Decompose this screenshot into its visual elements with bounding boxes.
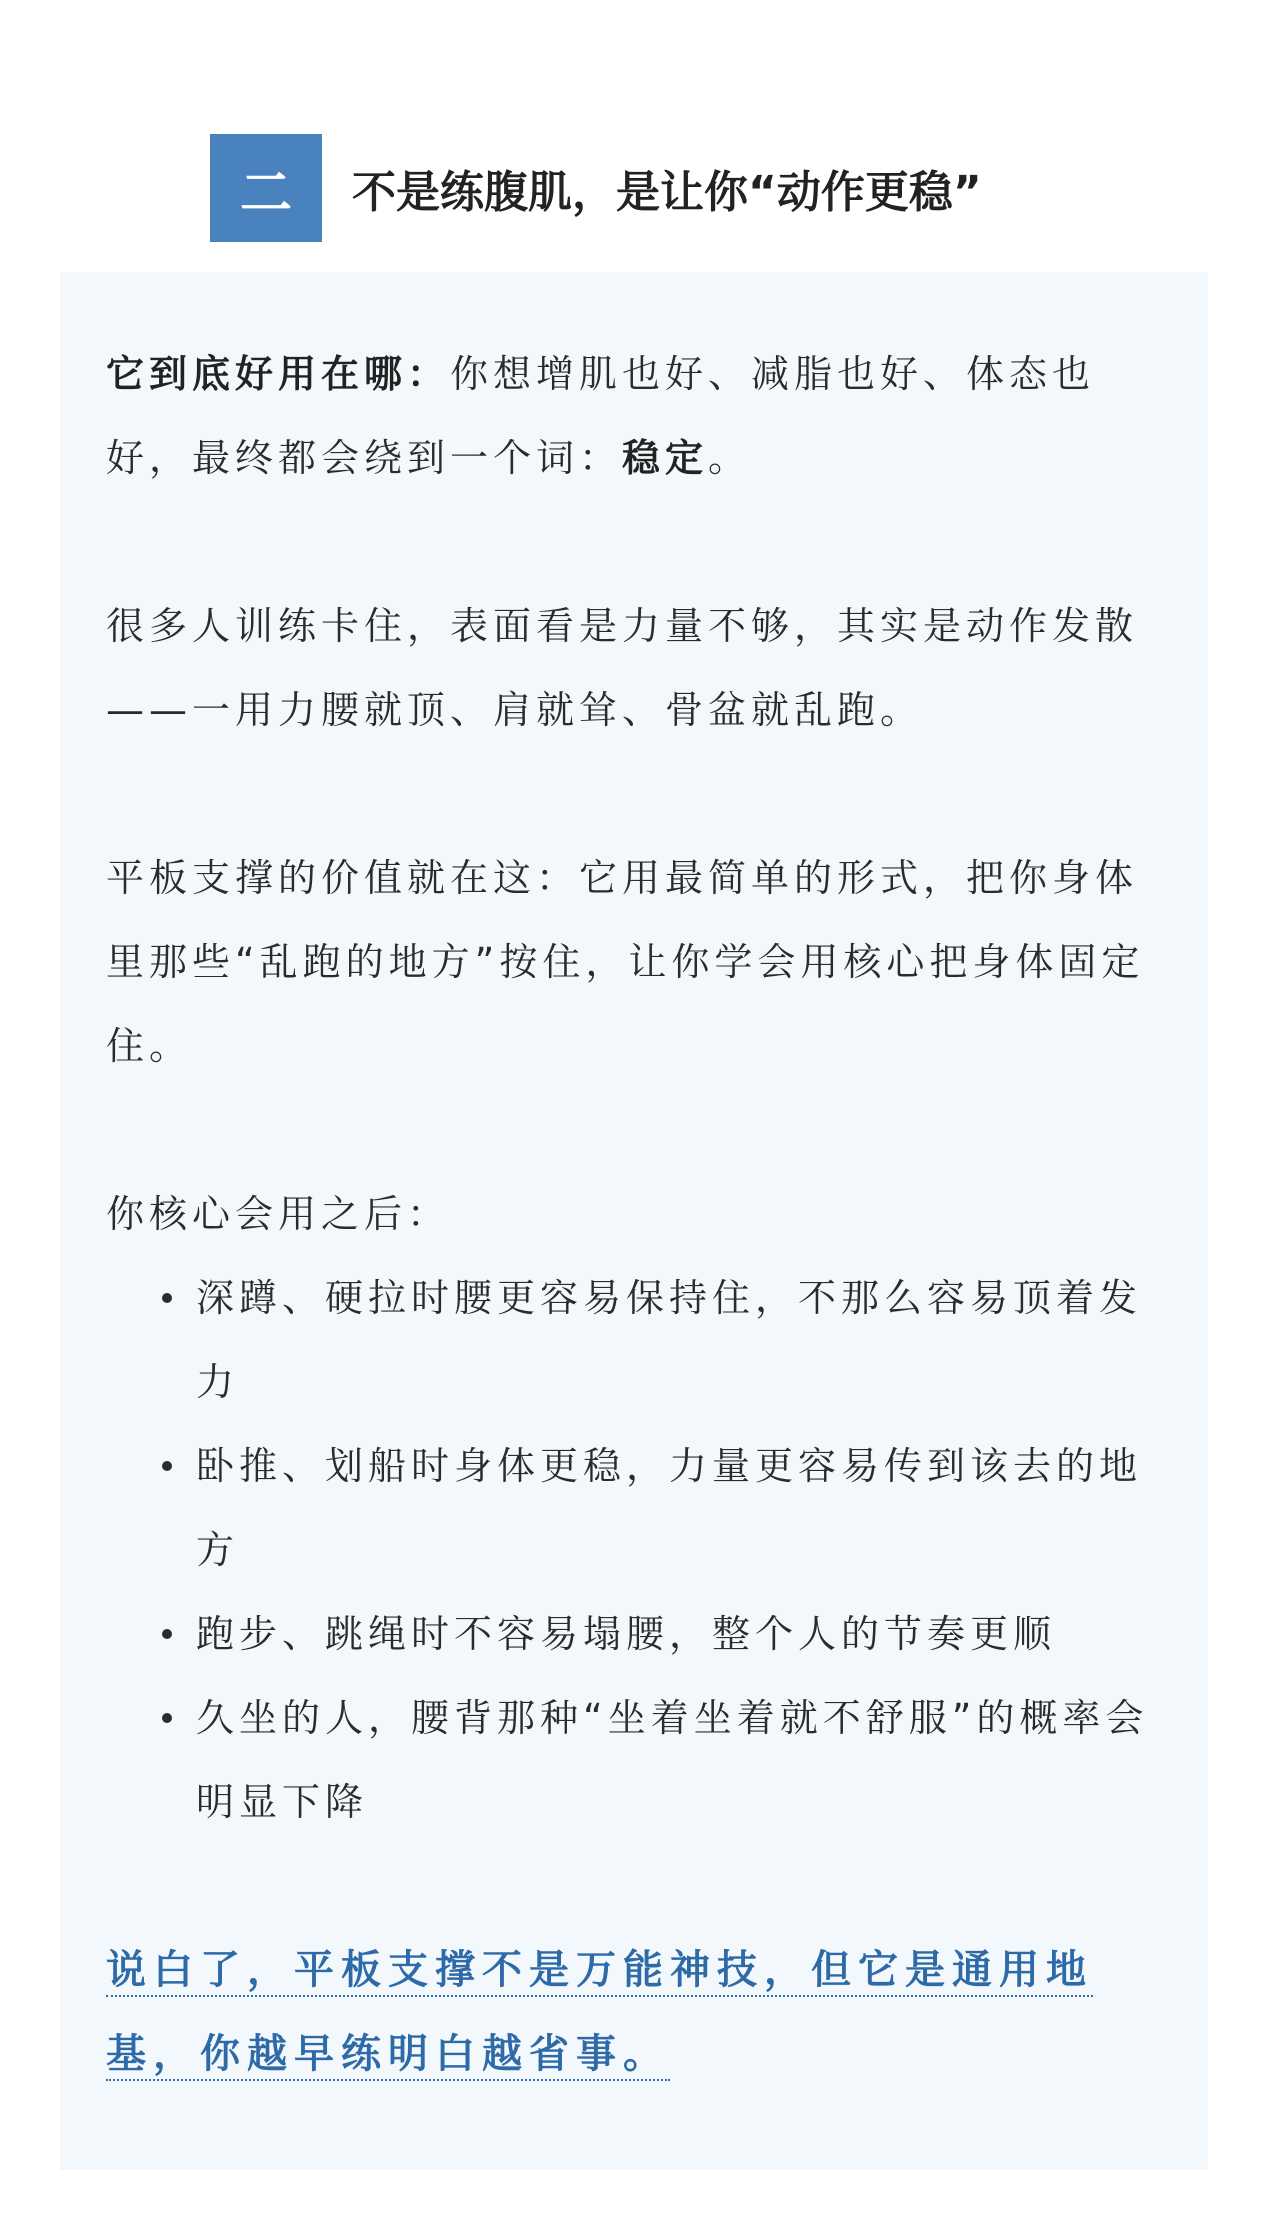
intro-keyword: 稳定 — [622, 436, 709, 480]
list-item-text: 跑步、跳绳时不容易塌腰，整个人的节奏更顺 — [196, 1612, 1057, 1656]
intro-text: 你想增肌也好、减脂也好、体态也好，最终都会绕到一个词： — [106, 352, 1096, 480]
spacer — [106, 500, 1166, 584]
intro-label: 它到底好用在哪： — [106, 352, 451, 396]
intro-paragraph — [106, 332, 1166, 500]
spacer — [106, 1844, 1166, 1928]
list-item-text: 卧推、划船时身体更稳，力量更容易传到该去的地方 — [196, 1444, 1143, 1572]
bullet-dot-icon — [162, 1293, 172, 1303]
list-intro: 你核心会用之后： — [106, 1192, 451, 1236]
intro-end: 。 — [708, 436, 752, 480]
section-title: 不是练腹肌，是让你“动作更稳” — [352, 167, 982, 218]
bullet-dot-icon — [162, 1461, 172, 1471]
benefits-list — [106, 1256, 1166, 1844]
content-card — [60, 272, 1208, 2170]
list-item — [106, 1424, 1166, 1592]
spacer — [106, 752, 1166, 836]
section-header — [210, 134, 982, 242]
list-item — [106, 1676, 1166, 1844]
section-number-badge: 二 — [210, 134, 322, 242]
paragraph-training-stuck: 很多人训练卡住，表面看是力量不够，其实是动作发散——一用力腰就顶、肩就耸、骨盆就乱跑。 — [106, 604, 1139, 732]
list-item-text: 深蹲、硬拉时腰更容易保持住，不那么容易顶着发力 — [196, 1276, 1143, 1404]
bullet-dot-icon — [162, 1713, 172, 1723]
conclusion-text: 说白了，平板支撑不是万能神技，但它是通用地基，你越早练明白越省事。 — [106, 1947, 1093, 2081]
conclusion-highlight — [106, 1928, 1166, 2096]
list-item — [106, 1256, 1166, 1424]
bullet-dot-icon — [162, 1629, 172, 1639]
list-item — [106, 1592, 1166, 1676]
paragraph-plank-value: 平板支撑的价值就在这：它用最简单的形式，把你身体里那些“乱跑的地方”按住，让你学会用核心把身体固定住。 — [106, 856, 1145, 1068]
content-body — [106, 332, 1166, 2096]
list-item-text: 久坐的人，腰背那种“坐着坐着就不舒服”的概率会明显下降 — [196, 1696, 1149, 1824]
spacer — [106, 1088, 1166, 1172]
